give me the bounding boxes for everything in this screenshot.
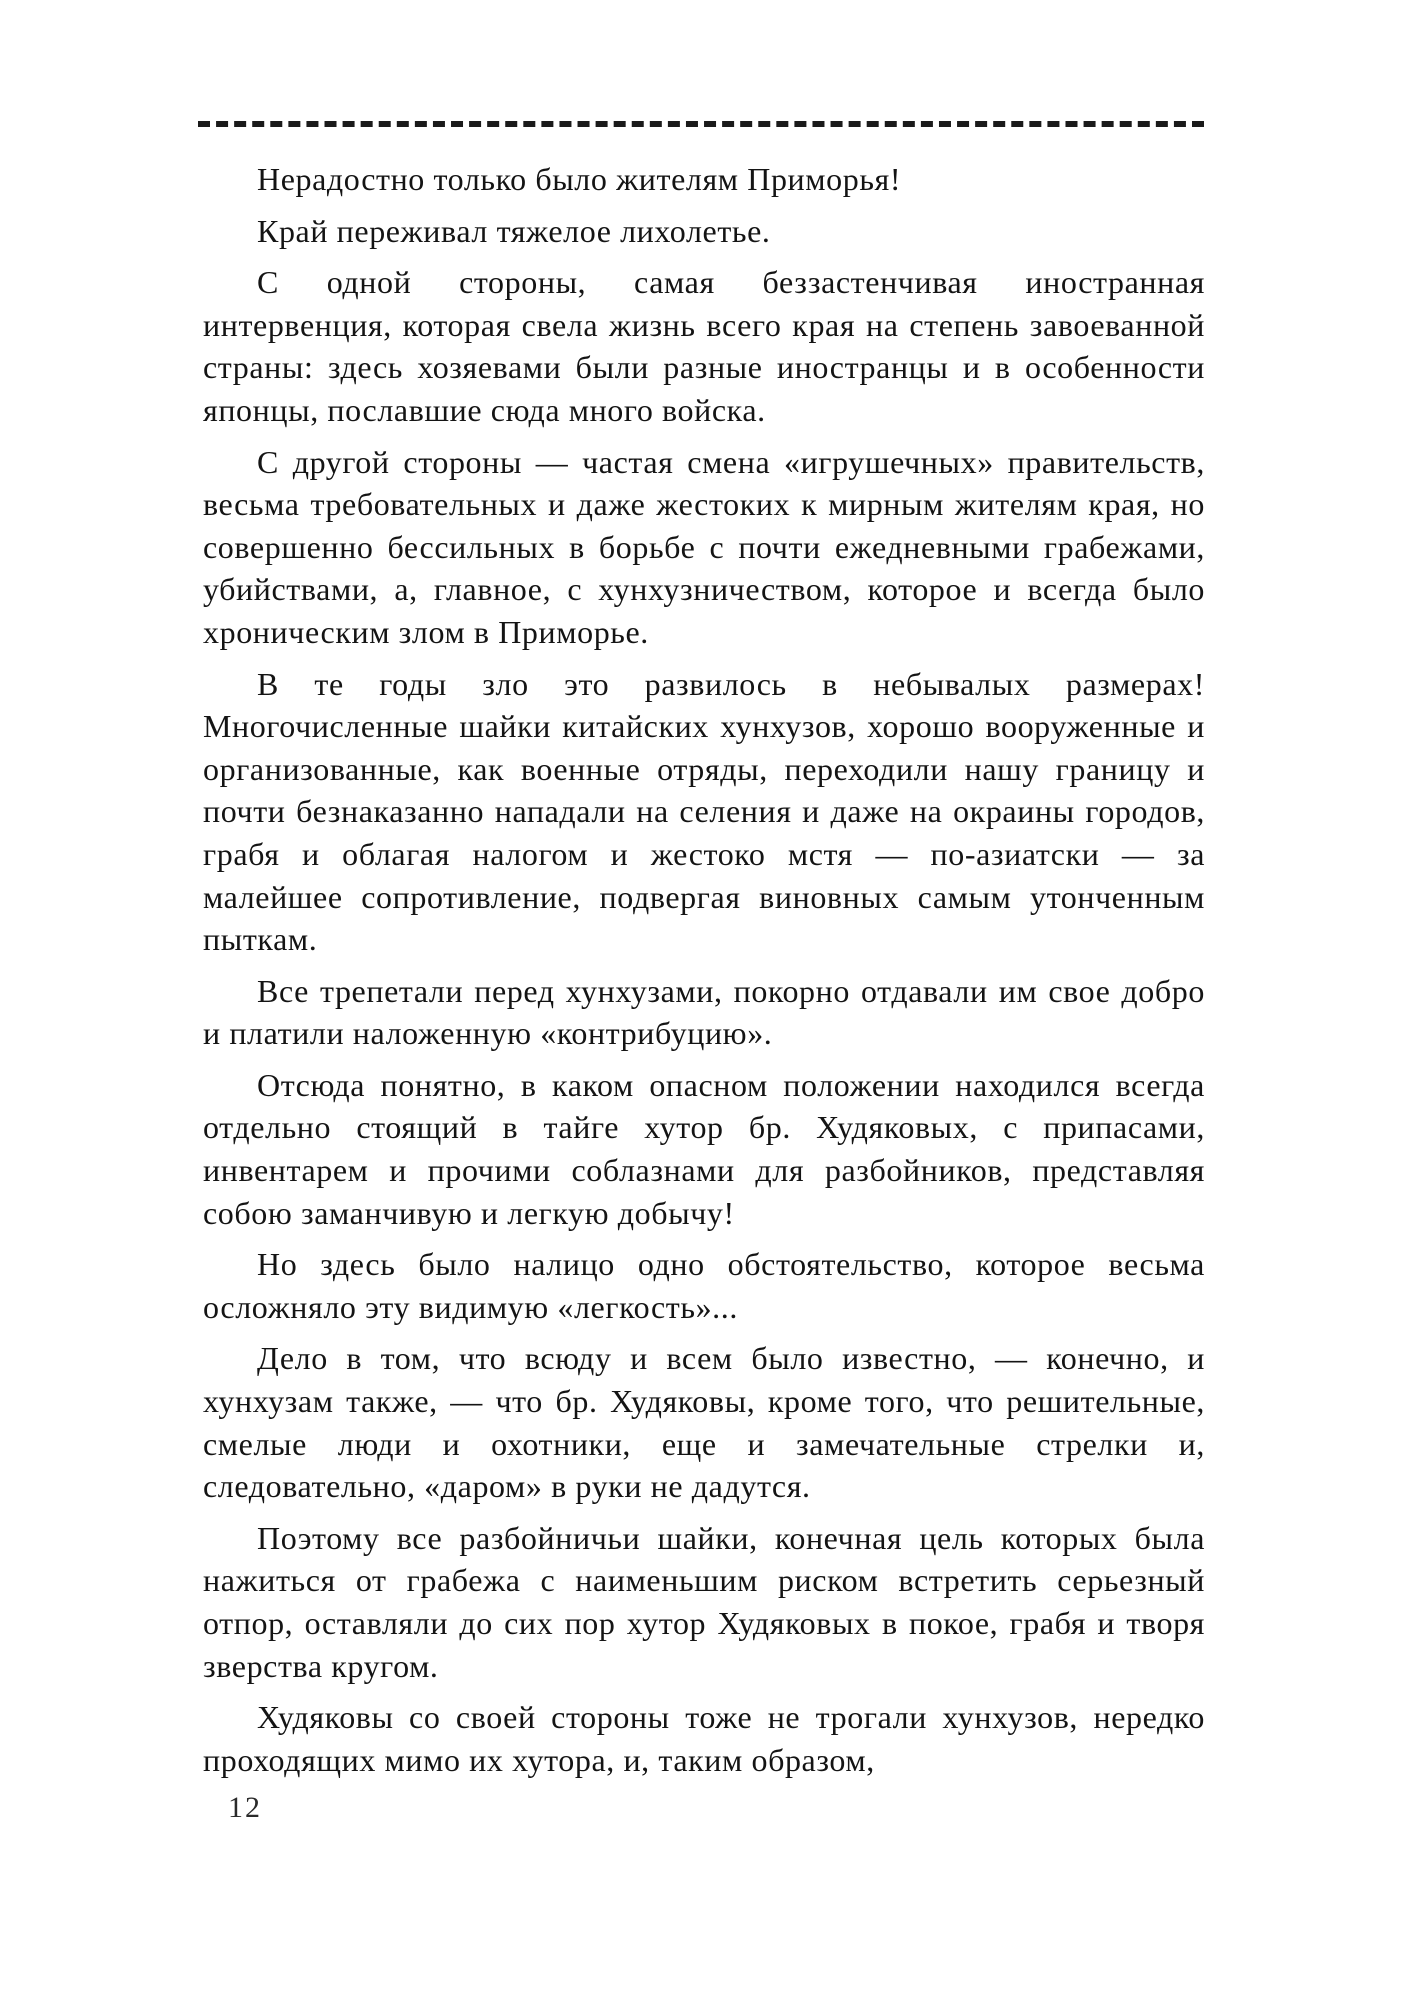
paragraph-6: Все трепетали перед хунхузами, покорно отдавали им свое добро и платили наложенную «контрибуцию». — [203, 972, 1205, 1052]
page-number: 12 — [228, 1791, 262, 1824]
paragraph-2: Край переживал тяжелое лихолетье. — [257, 212, 771, 249]
paragraph-8: Но здесь было налицо одно обстоятельство, которое весьма осложняло эту видимую «легкость»... — [203, 1246, 1205, 1325]
paragraph-9: Дело в том, что всюду и всем было известно, — конечно, и хунхузам также, — что бр. Худяковы, кроме того, что решительные, смелые люди и охотники, еще и замечательные стрелки и, следовательно, «даром» в руки не дадутся. — [203, 1340, 1205, 1505]
paragraph-10: Поэтому все разбойничьи шайки, конечная цель которых была нажиться от грабежа с наименьшим риском встретить серьезный отпор, оставляли до сих пор хутор Худяковых в покое, грабя и творя зверства кругом. — [203, 1519, 1205, 1684]
paragraph-5: В те годы зло это развилось в небывалых размерах! Многочисленные шайки китайских хунхузов, хорошо вооруженные и организованные, как военные отряды, переходили нашу границу и почти безнаказанно нападали на селения и даже на окраины городов, грабя и облагая налогом и жестоко мстя — по-азиатски — за малейшее сопротивление, подвергая виновных самым утонченным пыткам. — [203, 665, 1205, 958]
text-body — [203, 158, 1205, 1790]
paragraph-7: Отсюда понятно, в каком опасном положении находился всегда отдельно стоящий в тайге хутор бр. Худяковых, с припасами, инвентарем и прочими соблазнами для разбойников, представляя собою заманчивую и легкую добычу! — [203, 1066, 1205, 1231]
paragraph-4: С другой стороны — частая смена «игрушечных» правительств, весьма требовательных и даже жестоких к мирным жителям края, но совершенно бессильных в борьбе с почти ежедневными грабежами, убийствами, а, главное, с хунхузничеством, которое и всегда было хроническим злом в Приморье. — [203, 443, 1205, 650]
paragraph-11: Худяковы со своей стороны тоже не трогали хунхузов, нередко проходящих мимо их хутора, и, таким образом, — [203, 1699, 1205, 1778]
paragraph-1: Нерадостно только было жителям Приморья! — [257, 161, 902, 197]
decorative-top-rule — [198, 121, 1204, 127]
paragraph-3: С одной стороны, самая беззастенчивая иностранная интервенция, которая свела жизнь всего края на степень завоеванной страны: здесь хозяевами были разные иностранцы и в особенности японцы, пославшие сюда много войска. — [203, 264, 1205, 428]
